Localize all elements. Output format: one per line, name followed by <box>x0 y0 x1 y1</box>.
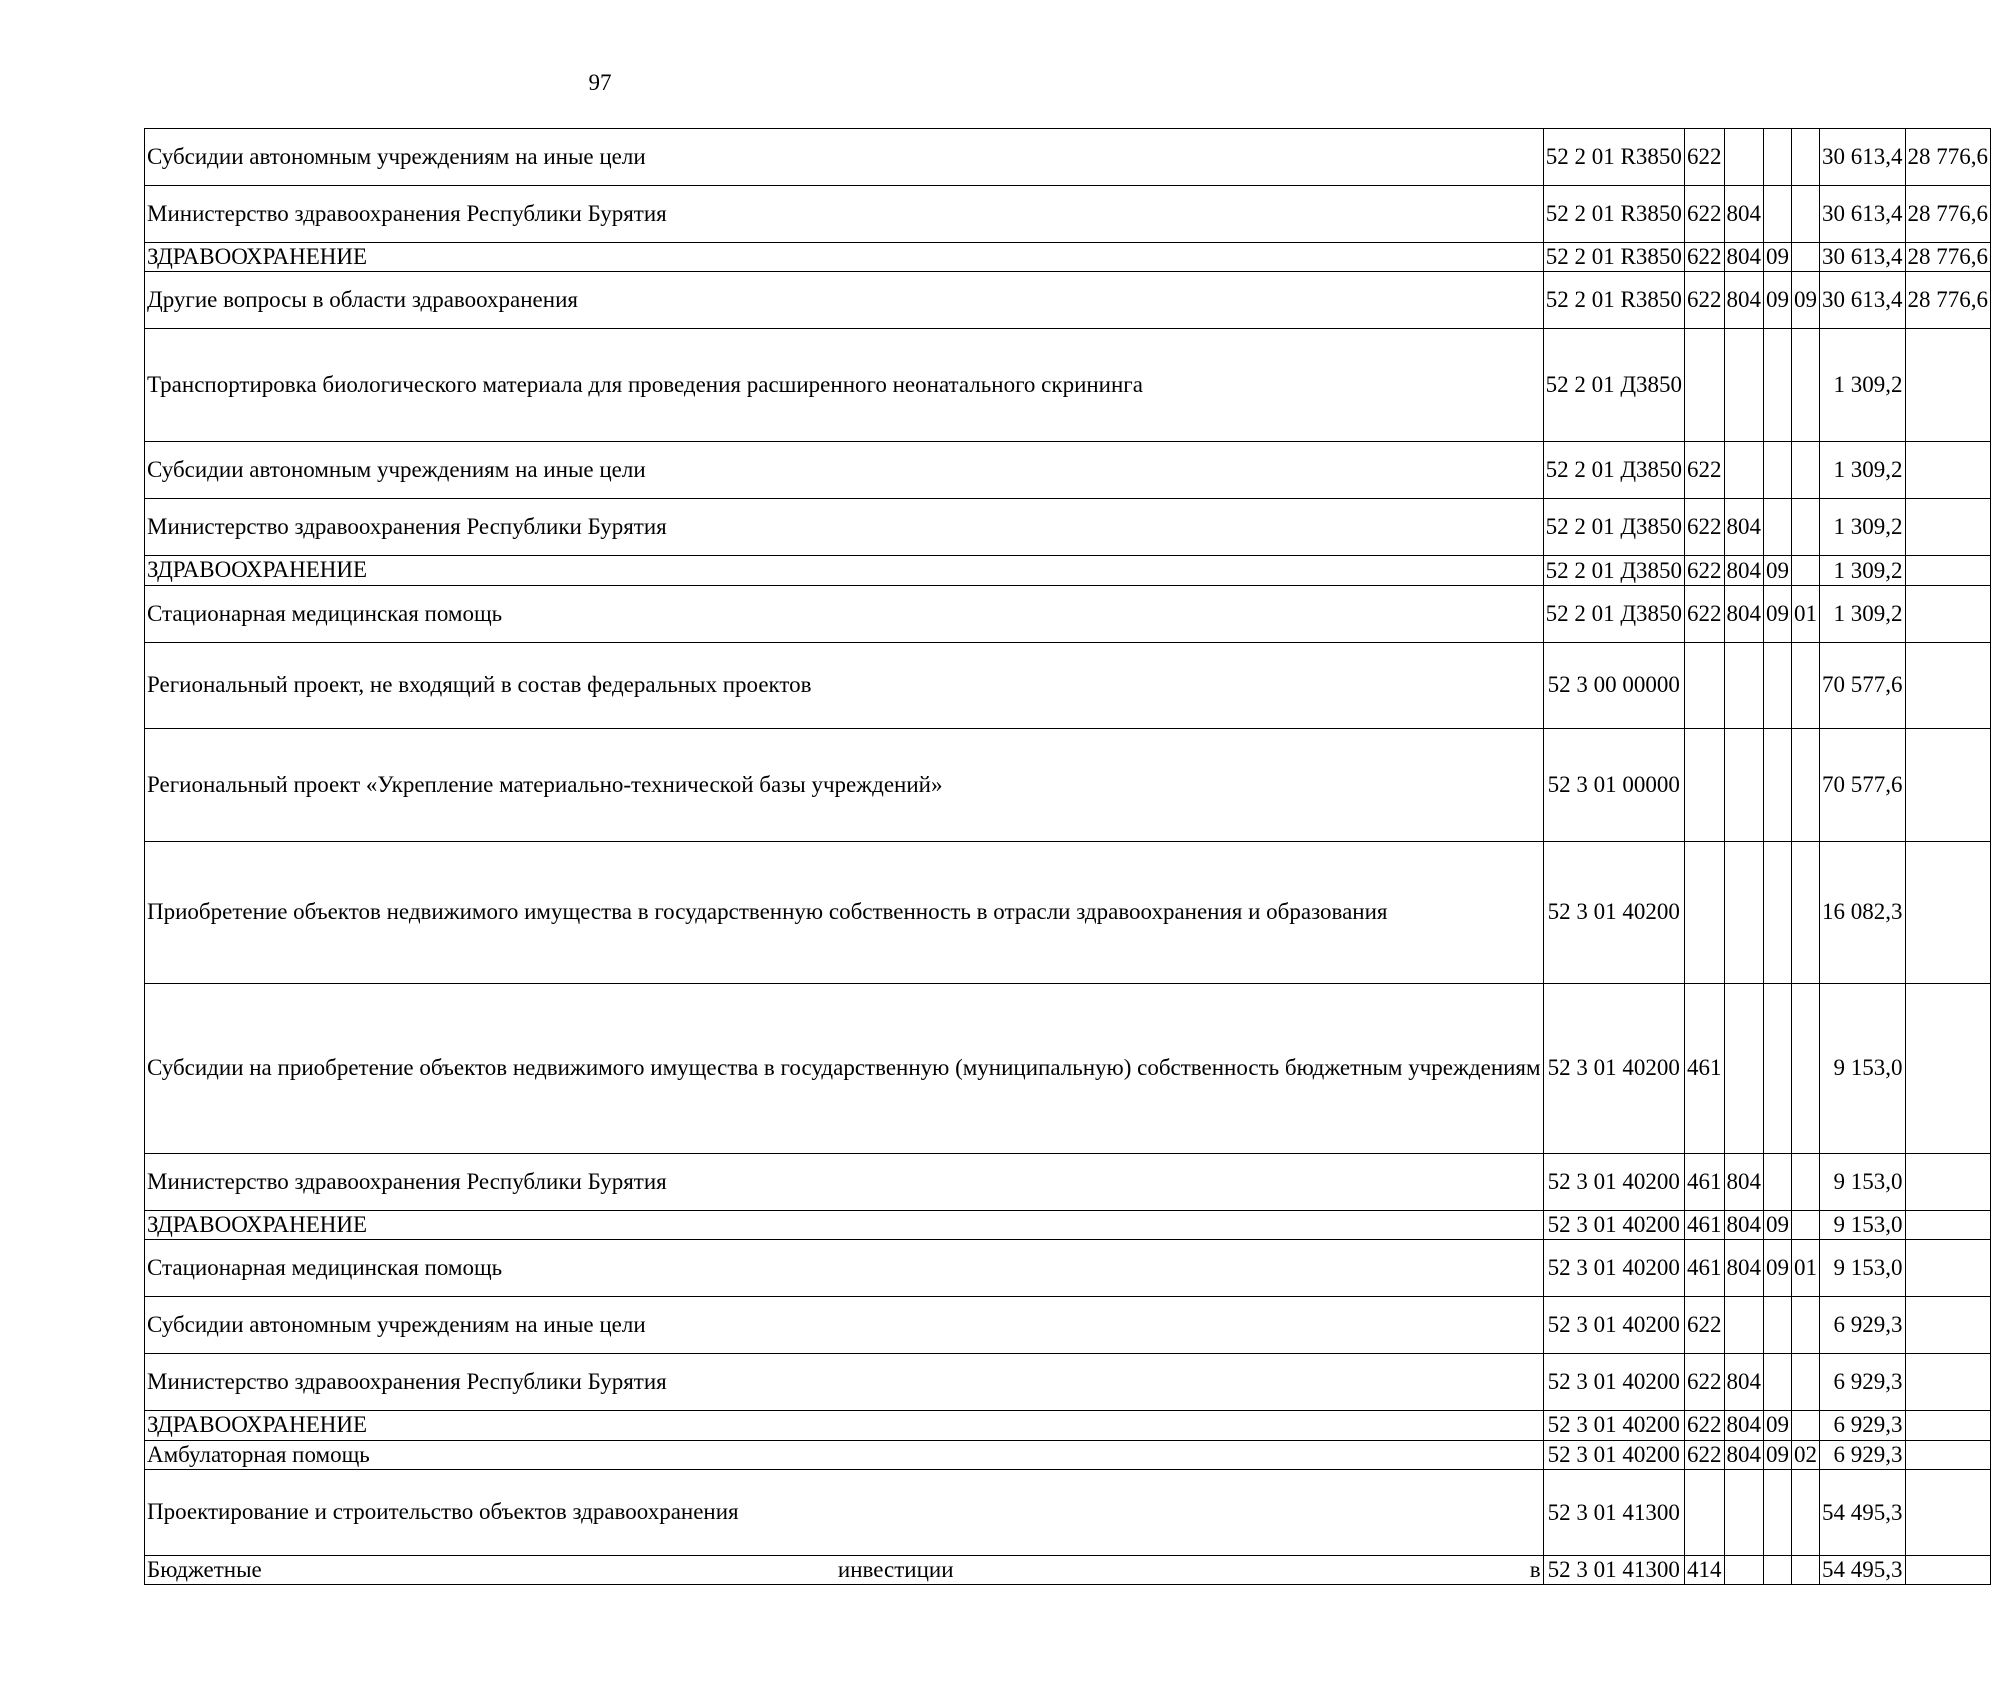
pr-cell <box>1792 243 1820 272</box>
code-cell: 52 3 01 41300 <box>1543 1470 1684 1556</box>
grbs-cell <box>1724 442 1764 499</box>
sum1-cell: 1 309,2 <box>1820 556 1906 585</box>
sum1-cell: 6 929,3 <box>1820 1297 1906 1354</box>
sum1-cell: 6 929,3 <box>1820 1354 1906 1411</box>
grbs-cell: 804 <box>1724 1153 1764 1210</box>
code-cell: 52 3 01 00000 <box>1543 728 1684 841</box>
table-row <box>145 1210 1991 1239</box>
table-row <box>145 1556 1991 1585</box>
table-row <box>145 983 1991 1153</box>
sum2-cell <box>1905 442 1991 499</box>
rz-cell <box>1764 1153 1792 1210</box>
name-cell: Субсидии автономным учреждениям на иные цели <box>145 129 1544 186</box>
grbs-cell <box>1724 1297 1764 1354</box>
page-number: 97 <box>588 70 612 95</box>
sum2-cell <box>1905 1411 1991 1440</box>
code-cell: 52 2 01 Д3850 <box>1543 329 1684 442</box>
sum1-cell: 1 309,2 <box>1820 329 1906 442</box>
grbs-cell: 804 <box>1724 1210 1764 1239</box>
rz-cell <box>1764 129 1792 186</box>
pr-cell <box>1792 841 1820 983</box>
sum2-cell <box>1905 1153 1991 1210</box>
name-cell: Министерство здравоохранения Республики Бурятия <box>145 499 1544 556</box>
table-row <box>145 1153 1991 1210</box>
table-row <box>145 272 1991 329</box>
grbs-cell: 804 <box>1724 272 1764 329</box>
grbs-cell: 804 <box>1724 556 1764 585</box>
pr-cell <box>1792 1354 1820 1411</box>
code-cell: 52 3 01 40200 <box>1543 1440 1684 1469</box>
sum1-cell: 30 613,4 <box>1820 243 1906 272</box>
table-row <box>145 728 1991 841</box>
name-cell: Приобретение объектов недвижимого имущества в государственную собственность в отрасли здравоохранения и образования <box>145 841 1544 983</box>
sum1-cell: 30 613,4 <box>1820 186 1906 243</box>
rz-cell <box>1764 442 1792 499</box>
pr-cell <box>1792 442 1820 499</box>
sum2-cell <box>1905 841 1991 983</box>
code-cell: 52 3 01 40200 <box>1543 1153 1684 1210</box>
table-row <box>145 499 1991 556</box>
pr-cell <box>1792 186 1820 243</box>
table-row <box>145 1440 1991 1469</box>
grbs-cell <box>1724 841 1764 983</box>
table-row <box>145 1411 1991 1440</box>
sum2-cell: 28 776,6 <box>1905 129 1991 186</box>
sum1-cell: 9 153,0 <box>1820 1240 1906 1297</box>
sum1-cell: 70 577,6 <box>1820 728 1906 841</box>
grbs-cell: 804 <box>1724 243 1764 272</box>
budget-table <box>144 128 1991 1585</box>
table-row <box>145 329 1991 442</box>
pr-cell: 01 <box>1792 585 1820 642</box>
rz-cell: 09 <box>1764 1411 1792 1440</box>
pr-cell: 01 <box>1792 1240 1820 1297</box>
rz-cell: 09 <box>1764 243 1792 272</box>
sum2-cell <box>1905 1354 1991 1411</box>
rz-cell <box>1764 728 1792 841</box>
name-cell: Министерство здравоохранения Республики Бурятия <box>145 186 1544 243</box>
sum2-cell <box>1905 1240 1991 1297</box>
rz-cell: 09 <box>1764 585 1792 642</box>
code-cell: 52 2 01 R3850 <box>1543 186 1684 243</box>
grbs-cell <box>1724 1470 1764 1556</box>
rz-cell: 09 <box>1764 1240 1792 1297</box>
code-cell: 52 2 01 R3850 <box>1543 129 1684 186</box>
grbs-cell <box>1724 642 1764 728</box>
vr-cell <box>1685 642 1725 728</box>
vr-cell: 461 <box>1685 983 1725 1153</box>
pr-cell <box>1792 1153 1820 1210</box>
code-cell: 52 2 01 Д3850 <box>1543 556 1684 585</box>
sum2-cell <box>1905 1470 1991 1556</box>
name-cell: ЗДРАВООХРАНЕНИЕ <box>145 1210 1544 1239</box>
vr-cell: 622 <box>1685 243 1725 272</box>
pr-cell <box>1792 499 1820 556</box>
table-row <box>145 585 1991 642</box>
sum1-cell: 30 613,4 <box>1820 129 1906 186</box>
vr-cell <box>1685 841 1725 983</box>
pr-cell <box>1792 329 1820 442</box>
pr-cell: 02 <box>1792 1440 1820 1469</box>
grbs-cell <box>1724 728 1764 841</box>
sum1-cell: 9 153,0 <box>1820 1153 1906 1210</box>
sum2-cell <box>1905 642 1991 728</box>
name-cell: Региональный проект, не входящий в состав федеральных проектов <box>145 642 1544 728</box>
vr-cell <box>1685 728 1725 841</box>
sum2-cell <box>1905 1556 1991 1585</box>
rz-cell <box>1764 1556 1792 1585</box>
sum1-cell: 16 082,3 <box>1820 841 1906 983</box>
code-cell: 52 2 01 R3850 <box>1543 272 1684 329</box>
sum2-cell <box>1905 983 1991 1153</box>
name-cell: Другие вопросы в области здравоохранения <box>145 272 1544 329</box>
sum1-cell: 1 309,2 <box>1820 442 1906 499</box>
grbs-cell: 804 <box>1724 1411 1764 1440</box>
sum1-cell: 30 613,4 <box>1820 272 1906 329</box>
sum2-cell: 28 776,6 <box>1905 186 1991 243</box>
rz-cell <box>1764 983 1792 1153</box>
pr-cell <box>1792 642 1820 728</box>
name-cell: Бюджетные инвестиции в <box>145 1556 1544 1585</box>
sum1-cell: 1 309,2 <box>1820 585 1906 642</box>
pr-cell <box>1792 1297 1820 1354</box>
sum2-cell <box>1905 499 1991 556</box>
name-cell: Стационарная медицинская помощь <box>145 585 1544 642</box>
grbs-cell: 804 <box>1724 1240 1764 1297</box>
code-cell: 52 3 01 40200 <box>1543 983 1684 1153</box>
sum2-cell <box>1905 728 1991 841</box>
vr-cell: 622 <box>1685 186 1725 243</box>
grbs-cell: 804 <box>1724 585 1764 642</box>
vr-cell: 622 <box>1685 1297 1725 1354</box>
code-cell: 52 3 01 40200 <box>1543 1411 1684 1440</box>
rz-cell <box>1764 1354 1792 1411</box>
table-row <box>145 129 1991 186</box>
name-cell: Амбулаторная помощь <box>145 1440 1544 1469</box>
name-cell: Стационарная медицинская помощь <box>145 1240 1544 1297</box>
vr-cell: 622 <box>1685 556 1725 585</box>
code-cell: 52 3 01 40200 <box>1543 1354 1684 1411</box>
table-body <box>145 129 1991 1585</box>
grbs-cell <box>1724 1556 1764 1585</box>
code-cell: 52 3 01 40200 <box>1543 1240 1684 1297</box>
rz-cell <box>1764 499 1792 556</box>
rz-cell <box>1764 186 1792 243</box>
vr-cell: 461 <box>1685 1240 1725 1297</box>
name-cell: Субсидии на приобретение объектов недвижимого имущества в государственную (муниципальную) собственность бюджетным учреждениям <box>145 983 1544 1153</box>
table-row <box>145 1297 1991 1354</box>
name-cell: Министерство здравоохранения Республики Бурятия <box>145 1354 1544 1411</box>
name-cell: Субсидии автономным учреждениям на иные цели <box>145 442 1544 499</box>
vr-cell: 461 <box>1685 1210 1725 1239</box>
table-row <box>145 1470 1991 1556</box>
sum1-cell: 54 495,3 <box>1820 1470 1906 1556</box>
vr-cell: 622 <box>1685 499 1725 556</box>
table-row <box>145 186 1991 243</box>
sum2-cell <box>1905 1297 1991 1354</box>
pr-cell <box>1792 1556 1820 1585</box>
grbs-cell <box>1724 983 1764 1153</box>
pr-cell: 09 <box>1792 272 1820 329</box>
sum2-cell: 28 776,6 <box>1905 243 1991 272</box>
rz-cell <box>1764 1470 1792 1556</box>
sum2-cell <box>1905 329 1991 442</box>
vr-cell: 622 <box>1685 442 1725 499</box>
code-cell: 52 2 01 Д3850 <box>1543 499 1684 556</box>
code-cell: 52 3 01 40200 <box>1543 1210 1684 1239</box>
vr-cell: 622 <box>1685 1440 1725 1469</box>
code-cell: 52 2 01 Д3850 <box>1543 585 1684 642</box>
sum1-cell: 9 153,0 <box>1820 983 1906 1153</box>
table-row <box>145 1240 1991 1297</box>
grbs-cell: 804 <box>1724 1440 1764 1469</box>
rz-cell <box>1764 642 1792 728</box>
sum1-cell: 70 577,6 <box>1820 642 1906 728</box>
grbs-cell: 804 <box>1724 1354 1764 1411</box>
vr-cell: 622 <box>1685 1411 1725 1440</box>
name-cell: Проектирование и строительство объектов здравоохранения <box>145 1470 1544 1556</box>
sum1-cell: 6 929,3 <box>1820 1411 1906 1440</box>
rz-cell: 09 <box>1764 1440 1792 1469</box>
pr-cell <box>1792 129 1820 186</box>
pr-cell <box>1792 1210 1820 1239</box>
table-row <box>145 556 1991 585</box>
sum2-cell <box>1905 585 1991 642</box>
name-cell: Министерство здравоохранения Республики Бурятия <box>145 1153 1544 1210</box>
pr-cell <box>1792 983 1820 1153</box>
sum1-cell: 9 153,0 <box>1820 1210 1906 1239</box>
code-cell: 52 2 01 R3850 <box>1543 243 1684 272</box>
vr-cell: 461 <box>1685 1153 1725 1210</box>
grbs-cell: 804 <box>1724 499 1764 556</box>
sum1-cell: 54 495,3 <box>1820 1556 1906 1585</box>
pr-cell <box>1792 556 1820 585</box>
rz-cell: 09 <box>1764 272 1792 329</box>
vr-cell: 622 <box>1685 272 1725 329</box>
code-cell: 52 3 01 41300 <box>1543 1556 1684 1585</box>
grbs-cell <box>1724 329 1764 442</box>
name-cell: ЗДРАВООХРАНЕНИЕ <box>145 243 1544 272</box>
sum1-cell: 6 929,3 <box>1820 1440 1906 1469</box>
table-row <box>145 642 1991 728</box>
vr-cell: 622 <box>1685 585 1725 642</box>
rz-cell <box>1764 841 1792 983</box>
vr-cell: 414 <box>1685 1556 1725 1585</box>
grbs-cell <box>1724 129 1764 186</box>
code-cell: 52 3 01 40200 <box>1543 841 1684 983</box>
table-row <box>145 841 1991 983</box>
rz-cell: 09 <box>1764 1210 1792 1239</box>
rz-cell: 09 <box>1764 556 1792 585</box>
name-cell: Региональный проект «Укрепление материально-технической базы учреждений» <box>145 728 1544 841</box>
name-cell: Субсидии автономным учреждениям на иные цели <box>145 1297 1544 1354</box>
name-cell: ЗДРАВООХРАНЕНИЕ <box>145 1411 1544 1440</box>
vr-cell: 622 <box>1685 1354 1725 1411</box>
grbs-cell: 804 <box>1724 186 1764 243</box>
pr-cell <box>1792 1470 1820 1556</box>
name-cell: ЗДРАВООХРАНЕНИЕ <box>145 556 1544 585</box>
pr-cell <box>1792 728 1820 841</box>
sum1-cell: 1 309,2 <box>1820 499 1906 556</box>
code-cell: 52 2 01 Д3850 <box>1543 442 1684 499</box>
sum2-cell <box>1905 556 1991 585</box>
pr-cell <box>1792 1411 1820 1440</box>
sum2-cell: 28 776,6 <box>1905 272 1991 329</box>
table-row <box>145 243 1991 272</box>
rz-cell <box>1764 329 1792 442</box>
table-row <box>145 442 1991 499</box>
sum2-cell <box>1905 1210 1991 1239</box>
vr-cell <box>1685 1470 1725 1556</box>
rz-cell <box>1764 1297 1792 1354</box>
code-cell: 52 3 00 00000 <box>1543 642 1684 728</box>
code-cell: 52 3 01 40200 <box>1543 1297 1684 1354</box>
vr-cell <box>1685 329 1725 442</box>
table-row <box>145 1354 1991 1411</box>
sum2-cell <box>1905 1440 1991 1469</box>
vr-cell: 622 <box>1685 129 1725 186</box>
name-cell: Транспортировка биологического материала для проведения расширенного неонатального скрининга <box>145 329 1544 442</box>
